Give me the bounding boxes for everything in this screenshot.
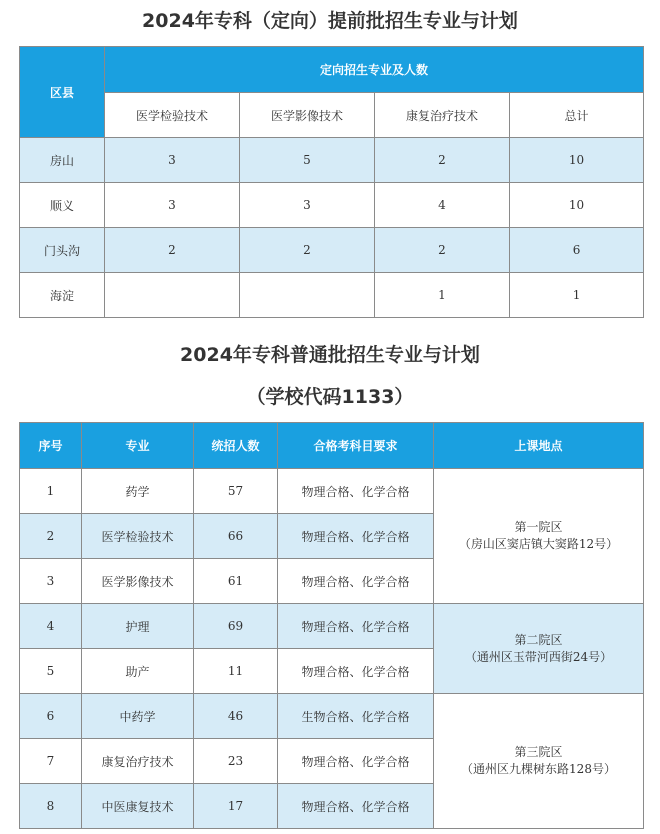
major-cell: 医学影像技术 — [82, 559, 194, 604]
count-cell: 46 — [194, 694, 278, 739]
header-district: 区县 — [20, 47, 105, 138]
requirement-cell: 物理合格、化学合格 — [278, 514, 434, 559]
value-cell: 5 — [240, 138, 375, 183]
value-cell: 2 — [240, 228, 375, 273]
value-cell: 2 — [375, 228, 510, 273]
value-cell: 2 — [105, 228, 240, 273]
campus-name: 第一院区 — [514, 520, 563, 534]
table1-title: 2024年专科（定向）提前批招生专业与计划 — [142, 10, 518, 32]
column-header: 医学检验技术 — [105, 93, 240, 138]
campus-name: 第三院区 — [514, 745, 563, 759]
directed-admission-table — [19, 46, 644, 318]
table-row — [20, 694, 644, 739]
requirement-cell: 物理合格、化学合格 — [278, 784, 434, 829]
count-cell: 11 — [194, 649, 278, 694]
table-row — [20, 183, 644, 228]
row-number: 5 — [20, 649, 82, 694]
column-header: 总计 — [510, 93, 644, 138]
value-cell: 1 — [375, 273, 510, 318]
requirement-cell: 物理合格、化学合格 — [278, 604, 434, 649]
value-cell: 3 — [105, 138, 240, 183]
count-cell: 66 — [194, 514, 278, 559]
row-number: 3 — [20, 559, 82, 604]
count-cell: 69 — [194, 604, 278, 649]
campus-cell — [434, 604, 644, 694]
header-location: 上课地点 — [434, 423, 644, 469]
campus-cell — [434, 469, 644, 604]
value-cell — [240, 273, 375, 318]
major-cell: 助产 — [82, 649, 194, 694]
value-cell: 2 — [375, 138, 510, 183]
value-cell: 3 — [105, 183, 240, 228]
district-cell: 顺义 — [20, 183, 105, 228]
total-cell: 6 — [510, 228, 644, 273]
table-row — [20, 469, 644, 514]
count-cell: 57 — [194, 469, 278, 514]
major-cell: 康复治疗技术 — [82, 739, 194, 784]
total-cell: 10 — [510, 183, 644, 228]
column-header: 康复治疗技术 — [375, 93, 510, 138]
major-cell: 药学 — [82, 469, 194, 514]
header-requirement: 合格考科目要求 — [278, 423, 434, 469]
total-cell: 10 — [510, 138, 644, 183]
requirement-cell: 物理合格、化学合格 — [278, 739, 434, 784]
value-cell: 4 — [375, 183, 510, 228]
campus-address: （房山区窦店镇大窦路12号） — [458, 537, 619, 551]
table-row — [20, 138, 644, 183]
table2-subtitle: （学校代码1133） — [246, 386, 414, 408]
table-row — [20, 604, 644, 649]
row-number: 7 — [20, 739, 82, 784]
district-cell: 门头沟 — [20, 228, 105, 273]
requirement-cell: 生物合格、化学合格 — [278, 694, 434, 739]
total-cell: 1 — [510, 273, 644, 318]
count-cell: 61 — [194, 559, 278, 604]
header-no: 序号 — [20, 423, 82, 469]
campus-name: 第二院区 — [514, 632, 563, 647]
column-header: 医学影像技术 — [240, 93, 375, 138]
major-cell: 医学检验技术 — [82, 514, 194, 559]
table-row — [20, 273, 644, 318]
count-cell: 17 — [194, 784, 278, 829]
header-group: 定向招生专业及人数 — [105, 47, 644, 93]
district-cell: 海淀 — [20, 273, 105, 318]
row-number: 4 — [20, 604, 82, 649]
requirement-cell: 物理合格、化学合格 — [278, 559, 434, 604]
header-count: 统招人数 — [194, 423, 278, 469]
row-number: 8 — [20, 784, 82, 829]
campus-address: （通州区九棵树东路128号） — [461, 762, 616, 776]
campus-cell — [434, 694, 644, 829]
table2-title: 2024年专科普通批招生专业与计划 — [180, 344, 480, 366]
value-cell — [105, 273, 240, 318]
value-cell: 3 — [240, 183, 375, 228]
district-cell: 房山 — [20, 138, 105, 183]
major-cell: 中医康复技术 — [82, 784, 194, 829]
row-number: 2 — [20, 514, 82, 559]
row-number: 1 — [20, 469, 82, 514]
count-cell: 23 — [194, 739, 278, 784]
major-cell: 护理 — [82, 604, 194, 649]
table-row — [20, 228, 644, 273]
row-number: 6 — [20, 694, 82, 739]
major-cell: 中药学 — [82, 694, 194, 739]
requirement-cell: 物理合格、化学合格 — [278, 469, 434, 514]
header-major: 专业 — [82, 423, 194, 469]
requirement-cell: 物理合格、化学合格 — [278, 649, 434, 694]
general-admission-table — [19, 422, 644, 829]
campus-address: （通州区玉带河西街24号） — [464, 649, 613, 664]
